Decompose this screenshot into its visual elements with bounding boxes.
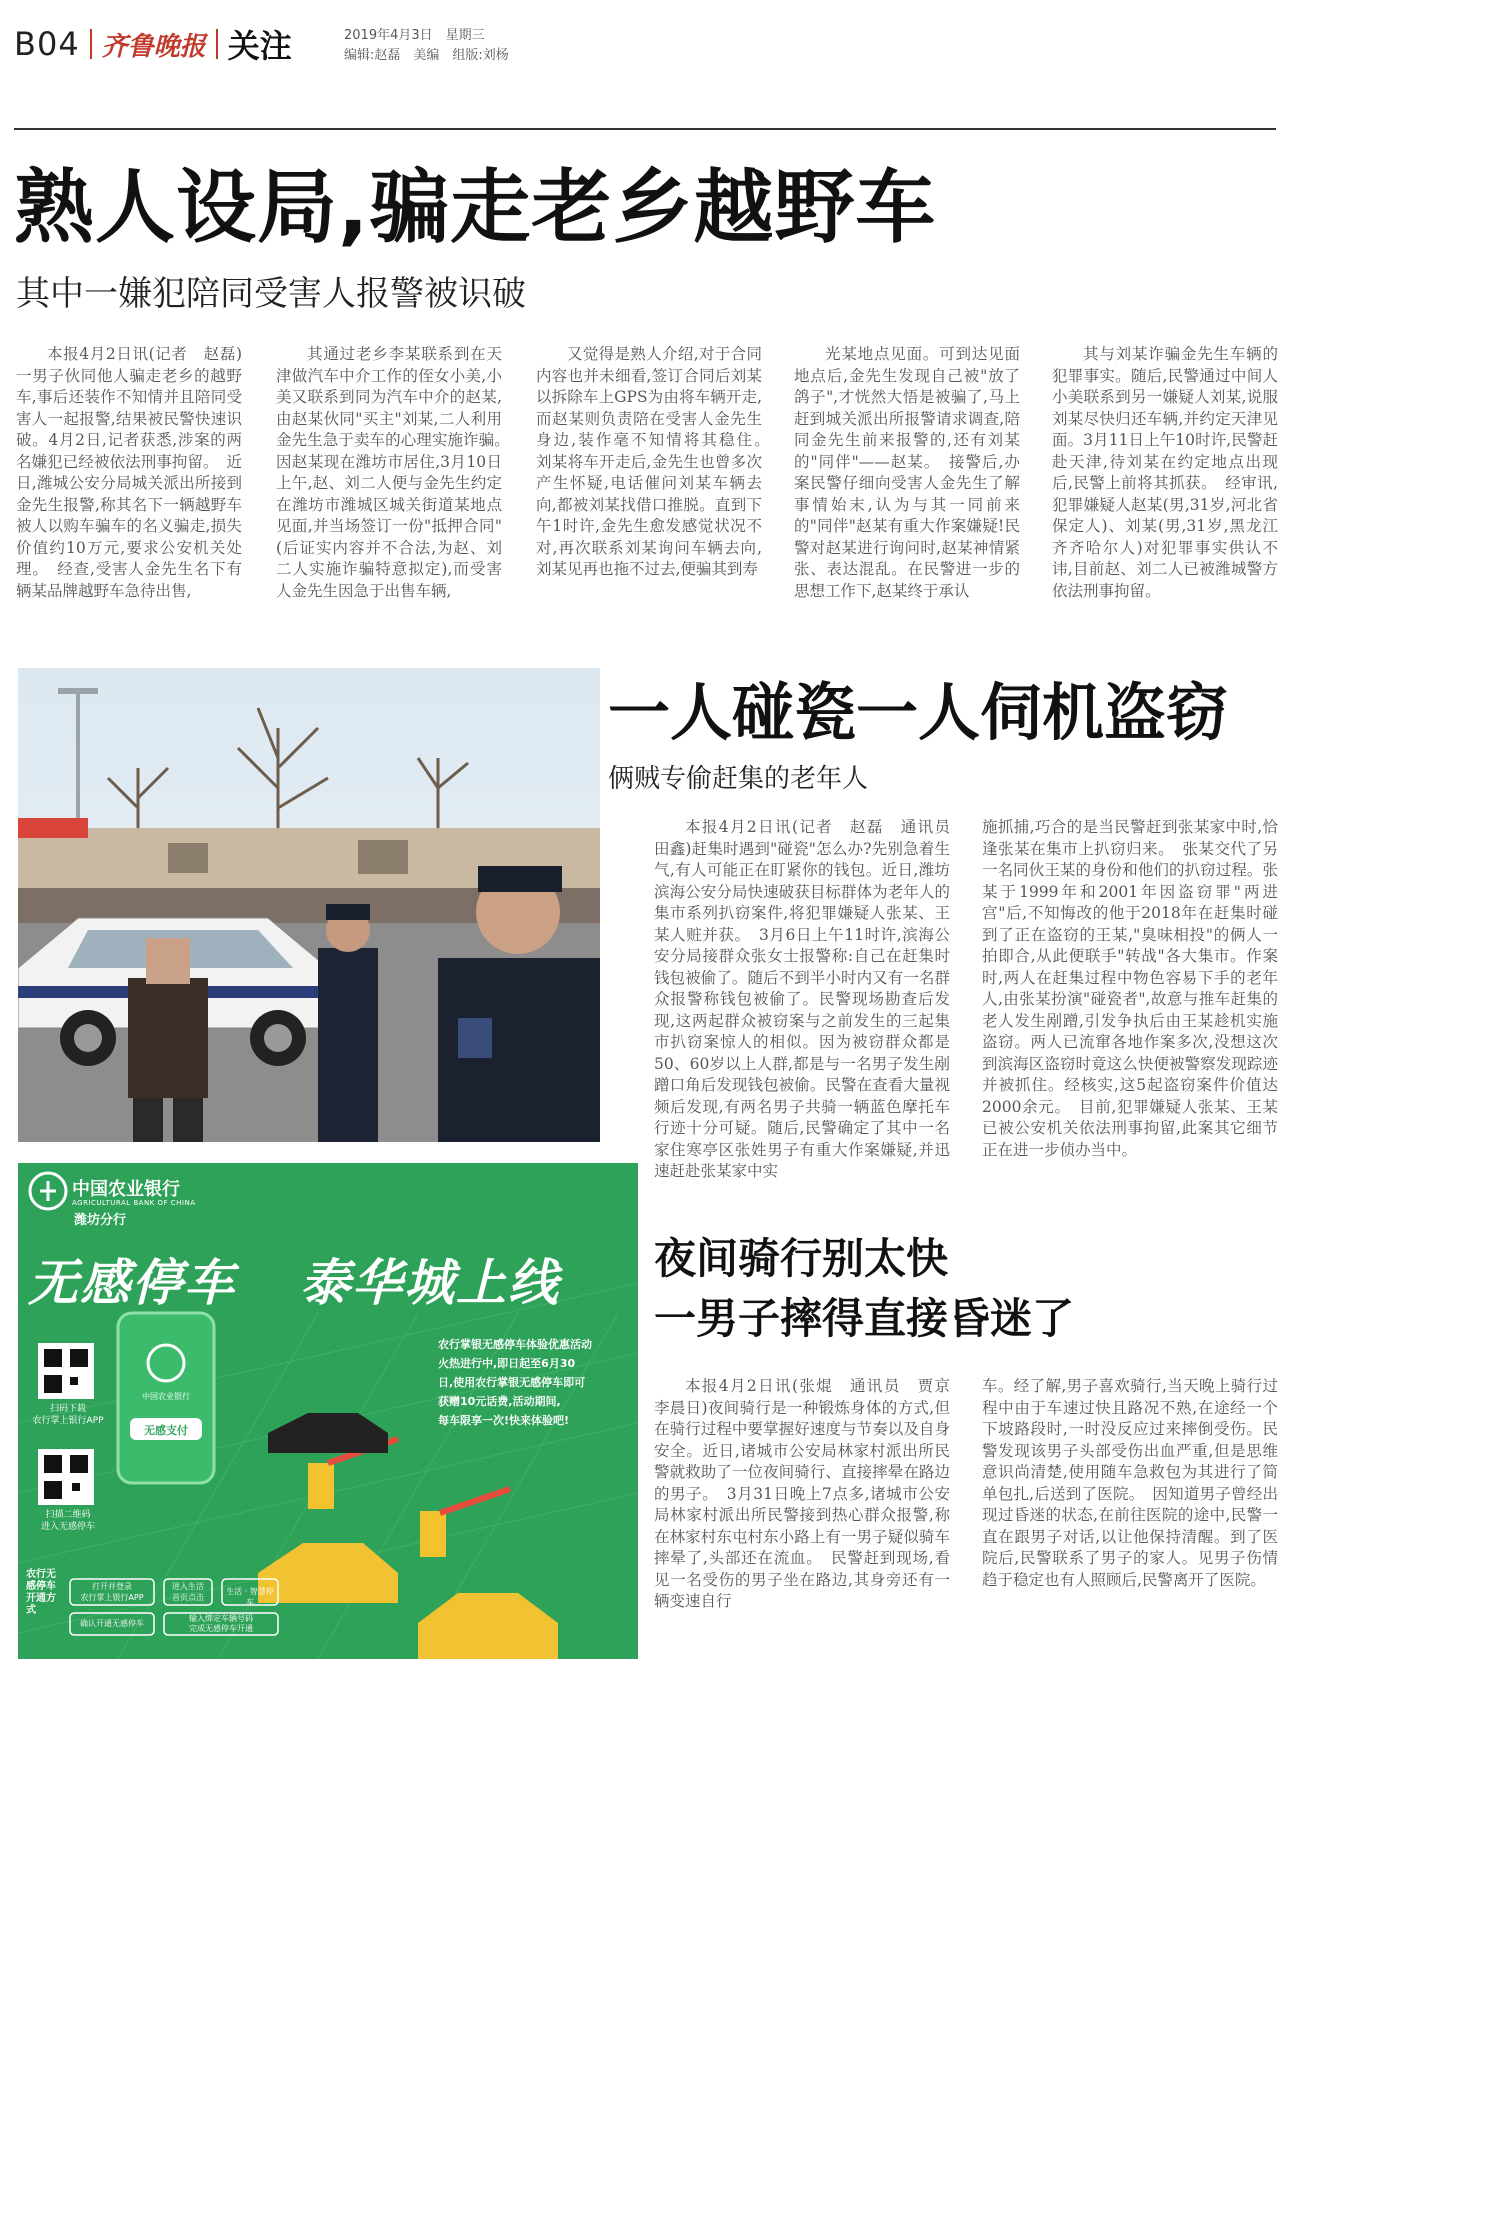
story3-column: 本报4月2日讯(张焜 通讯员 贾京 李晨日)夜间骑行是一种锻炼身体的方式,但在骑行过程中要掌握好速度与节奏以及自身安全。近日,诸城市公安局林家村派出所民警就救助了一位夜间骑行、直接摔晕在路边的男子。 3月31日晚上7点多,诸城市公安局林家村派出所民警接到热心群众报警,称在林家村东屯村东小路上有一男子疑似骑车摔晕了,头部还在流血。 民警赶到现场,看见一名受伤的男子坐在路边,其身旁还有一辆变速自行 [654, 1377, 966, 1610]
qr2-caption: 扫描二维码 进入无感停车 [40, 1510, 95, 1532]
story1-column: 本报4月2日讯(记者 赵磊)一男子伙同他人骗走老乡的越野车,事后还装作不知情并且陪同受害人一起报警,结果被民警快速识破。4月2日,记者获悉,涉案的两名嫌犯已经被依法刑事拘留。 近日,潍城公安分局城关派出所接到金先生报警,称其名下一辆越野车被人以购车骗车的名义骗走,损失价值约10万元,要求公安机关处理。 经查,受害人金先生名下有辆某品牌越野车急待出售, [16, 345, 242, 600]
ad-side-title: 农行无感停车开通方式 [26, 1569, 56, 1616]
ad-step: 确认开通无感停车 [80, 1619, 144, 1628]
story2-column: 施抓捕,巧合的是当民警赶到张某家中时,恰逢张某在集市上扒窃归来。 张某交代了另一名同伙王某的身份和他们的扒窃过程。张某于1999年和2001年因盗窃罪"两进宫"后,不知悔改的他于2018年在赶集时碰到了正在盗窃的王某,"臭味相投"的俩人一拍即合,从此便联手"转战"各大集市。作案时,两人在赶集过程中物色容易下手的老年人,由张某扮演"碰瓷者",故意与推车赶集的老人发生剐蹭,引发争执后由王某趁机实施盗窃。两人已流窜各地作案多次,没想这次到滨海区盗窃时竟这么快便被警察发现踪迹并被抓住。经核实,这5起盗窃案件价值达2000余元。 目前,犯罪嫌疑人张某、王某已被公安机关依法刑事拘留,此案其它细节正在进一步侦办当中。 [982, 818, 1278, 1159]
masthead [14, 22, 292, 66]
promo-line: 日,使用农行掌银无感停车即可 [438, 1376, 586, 1389]
header-rule [14, 128, 1276, 130]
bank-advertisement [18, 1163, 638, 1659]
story1-headline: 熟人设局,骗走老乡越野车 [14, 161, 937, 254]
promo-line: 农行掌银无感停车体验优惠活动 [438, 1338, 592, 1351]
police-photo-illustration [18, 668, 600, 1142]
issue-date: 2019年4月3日 星期三 [344, 28, 485, 43]
story2-column: 本报4月2日讯(记者 赵磊 通讯员 田鑫)赶集时遇到"碰瓷"怎么办?先别急着生气,有人可能正在盯紧你的钱包。近日,潍坊滨海公安分局快速破获目标群体为老年人的集市系列扒窃案件,将犯罪嫌疑人张某、王某人赃并获。 3月6日上午11时许,滨海公安分局接群众张女士报警称:自己在赶集时钱包被偷了。随后不到半小时内又有一名群众报警称钱包被偷了。民警现场勘查后发现,这两起群众被窃案与之前发生的三起集市扒窃案惊人的相似。因为被窃群众都是50、60岁以上人群,都是与一名男子发生剐蹭口角后发现钱包被偷。民警在查看大量视频后发现,有两名男子共骑一辆蓝色摩托车行迹十分可疑。随后,民警确定了其中一名家住寒亭区张姓男子有重大作案嫌疑,并迅速赶赴张某家中实 [654, 818, 966, 1180]
police-photo [18, 668, 600, 1142]
ad-step: 生活 · 智慧停车 [226, 1587, 274, 1607]
ad-headline-left: 无感停车 [28, 1254, 236, 1312]
masthead-divider [216, 29, 218, 59]
story3-headline-line1: 夜间骑行别太快 [654, 1234, 949, 1283]
story1-column: 又觉得是熟人介绍,对于合同内容也并未细看,签订合同后刘某以拆除车上GPS为由将车辆开走,而赵某则负责陪在受害人金先生身边,装作毫不知情将其稳住。 刘某将车开走后,金先生也曾多次产生怀疑,电话催问刘某车辆去向,都被刘某找借口推脱。直到下午1时许,金先生愈发感觉状况不对,再次联系刘某询问车辆去向,刘某见再也拖不过去,便骗其到寿 [536, 345, 778, 578]
qr1-caption: 扫码下载 农行掌上银行APP [32, 1404, 104, 1426]
story1-column: 其与刘某诈骗金先生车辆的犯罪事实。随后,民警通过中间人小美联系到另一嫌疑人刘某,说服刘某尽快归还车辆,并约定天津见面。3月11日上午10时许,民警赶赴天津,待刘某在约定地点出现后,民警上前将其抓获。 经审讯,犯罪嫌疑人赵某(男,31岁,河北省保定人)、刘某(男,31岁,黑龙江齐齐哈尔人)对犯罪事实供认不讳,目前赵、刘二人已被潍城警方依法刑事拘留。 [1052, 345, 1278, 600]
masthead-meta [344, 26, 509, 66]
ad-step: 输入绑定车辆号码 完成无感停车开通 [189, 1614, 253, 1633]
story2-subhead: 俩贼专偷赶集的老年人 [608, 764, 869, 794]
promo-line: 火热进行中,即日起至6月30 [438, 1357, 576, 1370]
story1-column: 其通过老乡李某联系到在天津做汽车中介工作的侄女小美,小美又联系到同为汽车中介的赵某,由赵某伙同"买主"刘某,二人利用金先生急于卖车的心理实施诈骗。 因赵某现在潍坊市居住,3月10日上午,赵、刘二人便与金先生约定在潍坊市潍城区城关街道某地点见面,并当场签订一份"抵押合同"(后证实内容并不合法,为赵、刘二人实施诈骗特意拟定),而受害人金先生因急于出售车辆, [276, 345, 518, 600]
bank-name: 中国农业银行 [72, 1179, 180, 1200]
promo-line: 每车限享一次!快来体验吧! [438, 1414, 570, 1427]
ad-headline-right: 泰华城上线 [300, 1254, 560, 1312]
story3-column: 车。经了解,男子喜欢骑行,当天晚上骑行过程中由于车速过快且路况不熟,在途经一个下坡路段时,一时没反应过来摔倒受伤。民警发现该男子头部受伤出血严重,但是思维意识尚清楚,使用随车急救包为其进行了简单包扎,后送到了医院。 因知道男子曾经出现过昏迷的状态,在前往医院的途中,民警一直在跟男子对话,以让他保持清醒。到了医院后,民警联系了男子的家人。见男子伤情趋于稳定也有人照顾后,民警离开了医院。 [982, 1377, 1278, 1589]
story1-column: 光某地点见面。可到达见面地点后,金先生发现自己被"放了鸽子",才恍然大悟是被骗了,马上赶到城关派出所报警请求调查,陪同金先生前来报警的,还有刘某的"同伴"——赵某。 接警后,办案民警仔细向受害人金先生了解事情始末,认为与其一同前来的"同伴"赵某有重大作案嫌疑!民警对赵某进行询问时,赵某神情紧张、表达混乱。在民警进一步的思想工作下,赵某终于承认 [794, 345, 1020, 600]
story1-subhead: 其中一嫌犯陪同受害人报警被识破 [16, 274, 526, 314]
story2-headline: 一人碰瓷一人伺机盗窃 [608, 676, 1229, 749]
phone-button: 无感支付 [144, 1424, 188, 1437]
ad-step: 打开并登录 农行掌上银行APP [80, 1582, 144, 1602]
ad-step: 进入生活 首页点击 [172, 1582, 204, 1602]
bank-branch: 潍坊分行 [74, 1213, 127, 1228]
page-number: B04 [14, 25, 80, 63]
newspaper-logo: 齐鲁晚报 [101, 31, 206, 62]
story3-headline-line2: 一男子摔得直接昏迷了 [654, 1294, 1075, 1343]
ad-promo-text [438, 1335, 634, 1430]
phone-label: 中国农业银行 [142, 1392, 190, 1401]
promo-line: 获赠10元话费,活动期间, [438, 1395, 561, 1408]
masthead-divider [90, 29, 92, 59]
editor-credits: 编辑:赵磊 美编 组版:刘杨 [344, 48, 509, 63]
section-title: 关注 [227, 27, 292, 65]
bank-name-en: AGRICULTURAL BANK OF CHINA [72, 1199, 196, 1207]
